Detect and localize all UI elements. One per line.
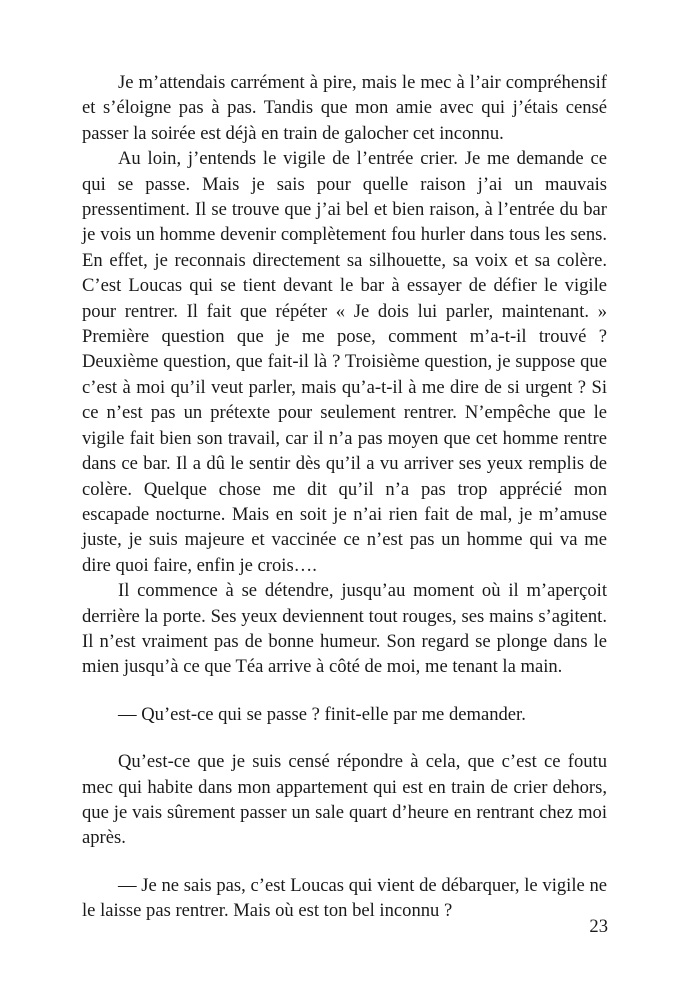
dialogue-line-1: — Qu’est-ce qui se passe ? finit-elle par me demander. [118,703,526,725]
page-number: 23 [589,916,608,937]
paragraph-gap [82,680,607,702]
paragraph-gap [82,727,607,749]
page-body [82,70,607,924]
paragraph-2: Au loin, j’entends le vigile de l’entrée crier. Je me demande ce qui se passe. Mais je sais pour quelle raison j’ai un mauvais pressentiment. Il se trouve que j’ai bel et bien raison, à l’entrée du bar je vois un homme devenir complètement fou hurler dans tous les sens. En effet, je reconnais directement sa silhouette, sa voix et sa colère. C’est Loucas qui se tient devant le bar à essayer de défier le vigile pour rentrer. Il fait que répéter « Je dois lui parler, maintenant. » Première question que je me pose, comment m’a-t-il trouvé ? Deuxième question, que fait-il là ? Troisième question, je suppose que c’est à moi qu’il veut parler, mais qu’a-t-il à me dire de si urgent ? Si ce n’est pas un prétexte pour seulement rentrer. N’empêche que le vigile fait bien son travail, car il n’a pas moyen que cet homme rentre dans ce bar. Il a dû le sentir dès qu’il a vu arriver ses yeux remplis de colère. Quelque chose me dit qu’il n’a pas trop apprécié mon escapade nocturne. Mais en soit je n’ai rien fait de mal, je m’amuse juste, je suis majeure et vaccinée ce n’est pas un homme qui va me dire quoi faire, enfin je crois…. [82,148,607,576]
paragraph-gap [82,851,607,873]
paragraph-3: Il commence à se détendre, jusqu’au moment où il m’aperçoit derrière la porte. Ses yeux deviennent tout rouges, ses mains s’agitent. Il n’est vraiment pas de bonne humeur. Son regard se plonge dans le mien jusqu’à ce que Téa arrive à côté de moi, me tenant la main. [82,580,607,678]
paragraph-4: Qu’est-ce que je suis censé répondre à cela, que c’est ce foutu mec qui habite dans mon appartement qui est en train de crier dehors, que je vais sûrement passer un sale quart d’heure en rentrant chez moi après. [82,751,607,849]
dialogue-line-2: — Je ne sais pas, c’est Loucas qui vient de débarquer, le vigile ne le laisse pas rentrer. Mais où est ton bel inconnu ? [82,874,607,922]
paragraph-1: Je m’attendais carrément à pire, mais le mec à l’air compréhensif et s’éloigne pas à pas. Tandis que mon amie avec qui j’étais censé passer la soirée est déjà en train de galocher cet inconnu. [82,72,607,144]
